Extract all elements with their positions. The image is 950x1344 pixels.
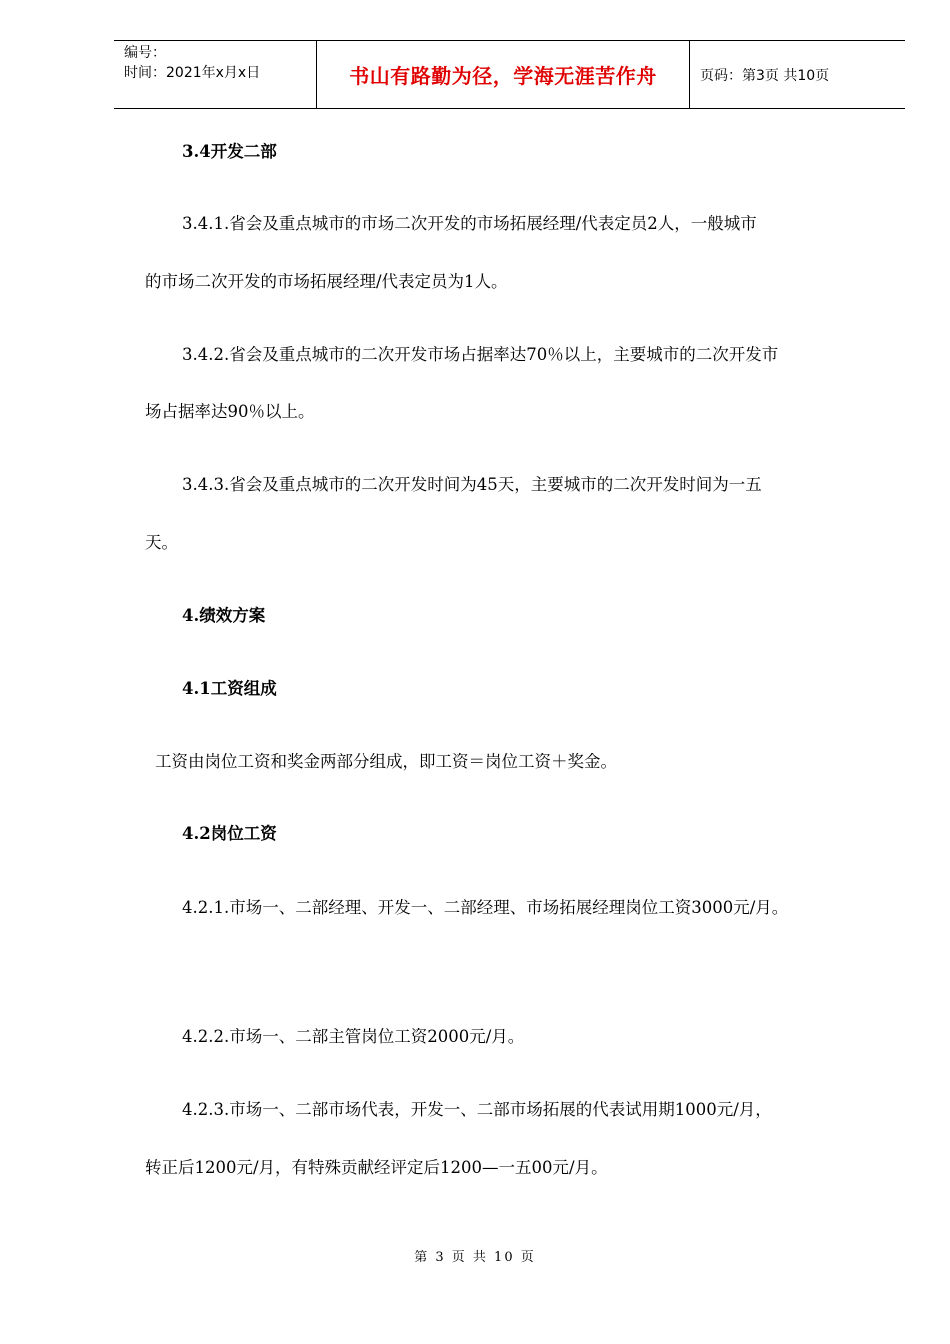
page-header bbox=[114, 40, 905, 109]
heading-4-2: 4.2岗位工资 bbox=[182, 824, 277, 843]
page-footer bbox=[0, 1246, 950, 1265]
paragraph-3-4-2-line2: 场占据率达90％以上。 bbox=[145, 402, 315, 421]
paragraph-4-1: 工资由岗位工资和奖金两部分组成，即工资＝岗位工资＋奖金。 bbox=[155, 752, 617, 771]
header-motto: 书山有路勤为径，学海无涯苦作舟 bbox=[316, 41, 690, 108]
heading-3-4: 3.4开发二部 bbox=[182, 142, 277, 161]
header-meta bbox=[114, 41, 316, 108]
paragraph-3-4-1-line1: 3.4.1.省会及重点城市的市场二次开发的市场拓展经理/代表定员2人，一般城市 bbox=[182, 214, 757, 233]
paragraph-4-2-3-line2: 转正后1200元/月，有特殊贡献经评定后1200—一五00元/月。 bbox=[145, 1158, 608, 1177]
paragraph-3-4-1-line2: 的市场二次开发的市场拓展经理/代表定员为1人。 bbox=[145, 272, 508, 291]
paragraph-4-2-3-line1: 4.2.3.市场一、二部市场代表，开发一、二部市场拓展的代表试用期1000元/月， bbox=[182, 1100, 772, 1119]
footer-page-number: 第 3 页 共 10 页 bbox=[414, 1250, 536, 1265]
document-number-label: 编号： bbox=[124, 45, 166, 61]
document-time-label: 时间：2021年x月x日 bbox=[124, 65, 261, 81]
heading-4: 4.绩效方案 bbox=[182, 606, 266, 625]
header-page-info: 页码：第3页 共10页 bbox=[700, 67, 830, 84]
paragraph-3-4-3-line1: 3.4.3.省会及重点城市的二次开发时间为45天，主要城市的二次开发时间为一五 bbox=[182, 475, 762, 494]
paragraph-4-2-2: 4.2.2.市场一、二部主管岗位工资2000元/月。 bbox=[182, 1027, 525, 1046]
heading-4-1: 4.1工资组成 bbox=[182, 679, 277, 698]
paragraph-4-2-1: 4.2.1.市场一、二部经理、开发一、二部经理、市场拓展经理岗位工资3000元/月。 bbox=[182, 898, 789, 917]
paragraph-3-4-3-line2: 天。 bbox=[145, 533, 178, 552]
paragraph-3-4-2-line1: 3.4.2.省会及重点城市的二次开发市场占据率达70％以上，主要城市的二次开发市 bbox=[182, 345, 779, 364]
